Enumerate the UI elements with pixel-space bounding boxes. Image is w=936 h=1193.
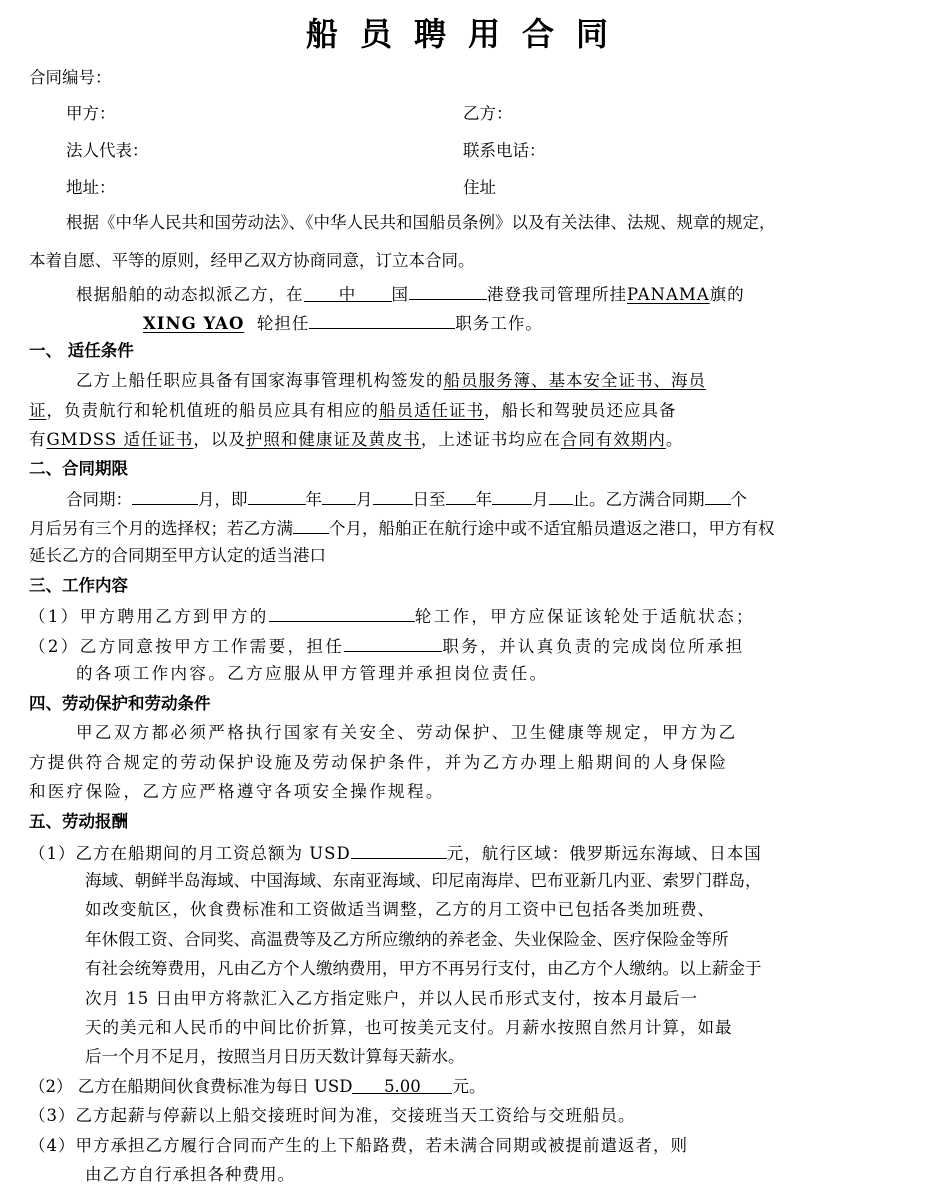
flag-field: PANAMA: [627, 285, 710, 304]
section-4-heading: 四、劳动保护和劳动条件: [29, 694, 211, 713]
section-3-item-2-cont: 的各项工作内容。乙方应服从甲方管理并承担岗位责任。: [76, 664, 549, 683]
legal-rep-label: 法人代表：: [66, 141, 149, 160]
section-5-item-1: （1）乙方在船期间的月工资总额为 USD 元，航行区域：俄罗斯远东海域、日本国: [29, 841, 762, 865]
section-3-item-1: （1）甲方聘用乙方到甲方的 轮工作，甲方应保证该轮处于适航状态；: [29, 604, 755, 628]
dispatch-line-1: 根据船舶的动态拟派乙方，在 中 国 港登我司管理所挂PANAMA旗的: [76, 282, 745, 306]
ship-name-field: XING YAO: [143, 314, 245, 333]
section-5-heading: 五、劳动报酬: [29, 812, 128, 831]
section-5-item-1-line-2: 海域、朝鲜半岛海域、中国海域、东南亚海域、印尼南海岸、巴布亚新几内亚、索罗门群岛，: [85, 871, 762, 890]
port-field: [409, 282, 487, 300]
section-3-item-2: （2）乙方同意按甲方工作需要，担任 职务，并认真负责的完成岗位所承担: [29, 634, 745, 658]
position-field: [309, 311, 455, 329]
section-1-line-2: 证，负责航行和轮机值班的船员应具有相应的船员适任证书，船长和驾驶员还应具备: [29, 401, 677, 420]
section-5-item-2: （2） 乙方在船期间伙食费标准为每日 USD 5.00 元。: [29, 1077, 486, 1096]
intro-line-1: 根据《中华人民共和国劳动法》、《中华人民共和国船员条例》以及有关法律、法规、规章的规定，: [66, 213, 776, 232]
section-5-item-1-line-5: 有社会统筹费用，凡由乙方个人缴纳费用，甲方不再另行支付，由乙方个人缴纳。以上薪金于: [85, 959, 762, 978]
section-2-line-2: 月后另有三个月的选择权；若乙方满 个月，船舶正在航行途中或不适宜船员遣返之港口，甲方有权: [29, 516, 775, 540]
section-1-line-1: 乙方上船任职应具备有国家海事管理机构签发的船员服务簿、基本安全证书、海员: [76, 371, 706, 390]
section-2-line-3: 延长乙方的合同期至甲方认定的适当港口: [29, 546, 326, 565]
dispatch-line-2: XING YAO 轮担任 职务工作。: [143, 311, 543, 335]
section-4-line-2: 方提供符合规定的劳动保护设施及劳动保护条件，并为乙方办理上船期间的人身保险: [29, 753, 729, 772]
address-label: 地址：: [66, 178, 116, 197]
section-3-heading: 三、工作内容: [29, 576, 128, 595]
section-5-item-1-line-7: 天的美元和人民币的中间比价折算，也可按美元支付。月薪水按照自然月计算，如最: [85, 1018, 733, 1037]
section-4-line-1: 甲乙双方都必须严格执行国家有关安全、劳动保护、卫生健康等规定，甲方为乙: [76, 723, 738, 742]
intro-line-2: 本着自愿、平等的原则，经甲乙双方协商同意，订立本合同。: [29, 251, 475, 270]
section-4-line-3: 和医疗保险，乙方应严格遵守各项安全操作规程。: [29, 782, 445, 801]
section-5-item-1-line-6: 次月 15 日由甲方将款汇入乙方指定账户，并以人民币形式支付，按本月最后一: [85, 989, 698, 1008]
section-5-item-1-line-3: 如改变航区，伙食费标准和工资做适当调整，乙方的月工资中已包括各类加班费、: [85, 900, 715, 919]
contract-no-label: 合同编号：: [29, 68, 112, 87]
party-a-label: 甲方：: [66, 104, 116, 123]
section-2-heading: 二、合同期限: [29, 459, 128, 478]
section-1-heading: 一、 适任条件: [29, 341, 134, 360]
party-b-label: 乙方：: [463, 104, 513, 123]
section-5-item-1-line-4: 年休假工资、合同奖、高温费等及乙方所应缴纳的养老金、失业保险金、医疗保险金等所: [85, 930, 729, 949]
port-country-field: 中: [304, 284, 392, 302]
residence-label: 住址: [463, 178, 496, 197]
section-5-item-4: （4）甲方承担乙方履行合同而产生的上下船路费，若未满合同期或被提前遣返者，则: [29, 1136, 688, 1155]
document-title: 船员聘用合同: [305, 15, 630, 53]
section-1-line-3: 有GMDSS 适任证书，以及护照和健康证及黄皮书，上述证书均应在合同有效期内。: [29, 430, 684, 449]
section-5-item-4-cont: 由乙方自行承担各种费用。: [85, 1165, 295, 1184]
section-2-line-1: 合同期： 月，即 年 月 日至 年 月 止。乙方满合同期 个: [66, 487, 747, 511]
meal-allowance-field: 5.00: [352, 1076, 452, 1094]
section-5-item-3: （3）乙方起薪与停薪以上船交接班时间为准，交接班当天工资给与交班船员。: [29, 1106, 636, 1125]
section-5-item-1-line-8: 后一个月不足月，按照当月日历天数计算每天薪水。: [85, 1047, 465, 1066]
phone-label: 联系电话：: [463, 141, 546, 160]
